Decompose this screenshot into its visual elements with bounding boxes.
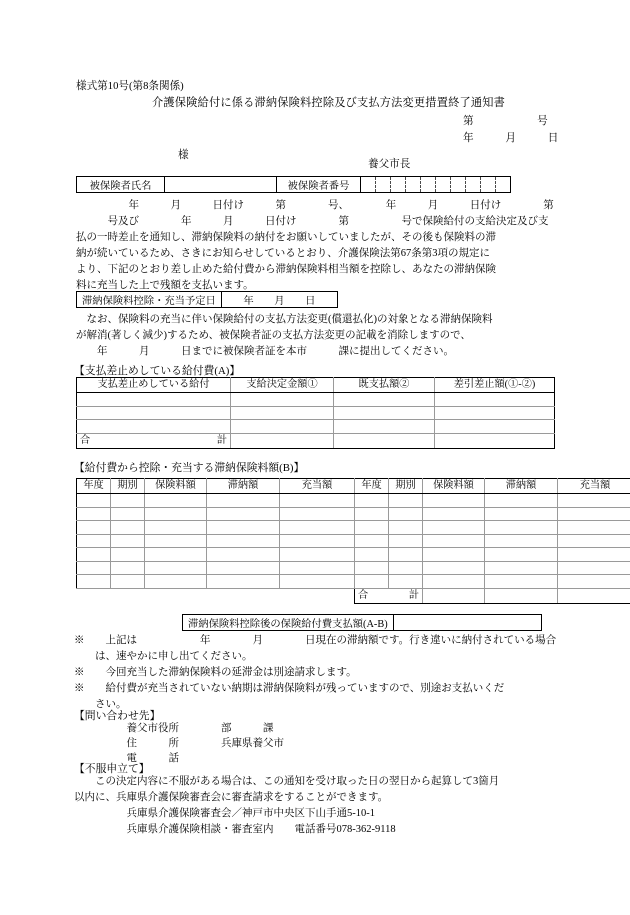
total-label-right: 計 — [216, 435, 227, 446]
table-b-cell[interactable] — [355, 575, 389, 589]
table-a-cell[interactable] — [435, 406, 555, 420]
table-b-cell[interactable] — [389, 561, 423, 575]
table-b-cell[interactable] — [423, 548, 485, 562]
body-paragraph-line: 料に充当した上で残額を支払います。 — [76, 280, 254, 291]
table-b-cell[interactable] — [355, 561, 389, 575]
table-b-cell[interactable] — [280, 507, 355, 521]
contact-heading: 【問い合わせ先】 — [74, 710, 161, 722]
table-b-cell[interactable] — [355, 494, 389, 508]
addressee-suffix: 様 — [178, 150, 189, 161]
table-row — [77, 561, 630, 575]
insured-number-digit[interactable] — [496, 177, 510, 192]
table-a-cell[interactable] — [435, 420, 555, 434]
table-a-total-cell[interactable] — [231, 433, 334, 448]
table-b-cell[interactable] — [485, 575, 558, 589]
body-paragraph-line: 年 月 日までに被保険者証を本市 課に提出してください。 — [76, 346, 454, 357]
table-b-cell[interactable] — [111, 521, 145, 535]
insured-number-digit[interactable] — [436, 177, 451, 192]
document-number-line: 第 号 — [463, 116, 548, 127]
total-label-left: 合 — [358, 590, 369, 601]
table-b-cell[interactable] — [355, 521, 389, 535]
issuer-name: 養父市長 — [368, 159, 411, 170]
table-b-col-header: 年度 — [77, 479, 111, 494]
table-b-cell[interactable] — [77, 494, 111, 508]
insured-number-digit[interactable] — [451, 177, 466, 192]
table-b-cell[interactable] — [558, 548, 630, 562]
table-a-total-cell-highlight[interactable] — [435, 433, 555, 448]
net-payment-value[interactable] — [394, 614, 542, 631]
table-b-cell[interactable] — [423, 507, 485, 521]
table-b-cell[interactable] — [423, 534, 485, 548]
table-row — [77, 494, 630, 508]
table-row — [77, 534, 630, 548]
table-b-cell[interactable] — [558, 561, 630, 575]
table-a-cell[interactable] — [77, 393, 231, 407]
scheduled-date-value[interactable]: 年 月 日 — [243, 296, 316, 307]
table-b-cell[interactable] — [280, 494, 355, 508]
table-b-cell[interactable] — [207, 507, 280, 521]
table-a-col-header: 差引差止額(①-②) — [435, 378, 555, 393]
table-b-total-spacer — [145, 588, 207, 603]
table-b-total-label — [355, 588, 423, 603]
table-a-cell[interactable] — [77, 406, 231, 420]
table-b-cell[interactable] — [111, 507, 145, 521]
scheduled-date-label: 滞納保険料控除・充当予定日 — [77, 292, 222, 307]
table-b-cell[interactable] — [423, 494, 485, 508]
note-line: ※ 上記は 年 月 日現在の滞納額です。行き違いに納付されている場合 — [74, 635, 557, 646]
table-b-cell[interactable] — [111, 534, 145, 548]
table-b-col-header: 充当額 — [558, 479, 630, 494]
table-b-cell[interactable] — [389, 494, 423, 508]
table-a-total-cell[interactable] — [334, 433, 435, 448]
table-b-cell[interactable] — [389, 575, 423, 589]
table-b-header-row — [77, 479, 630, 494]
body-paragraph-line: より、下記のとおり差し止めた給付費から滞納保険料相当額を控除し、あなたの滞納保険 — [76, 264, 496, 275]
body-paragraph-line: 年 月 日付け 第 号、 年 月 日付け 第 — [76, 200, 554, 211]
appeal-heading: 【不服申立て】 — [74, 763, 150, 775]
table-b-cell[interactable] — [558, 507, 630, 521]
table-b-cell[interactable] — [389, 548, 423, 562]
table-row — [77, 548, 630, 562]
insured-person-table — [76, 176, 511, 193]
table-b-cell[interactable] — [355, 507, 389, 521]
table-b-cell[interactable] — [355, 548, 389, 562]
table-a-total-row — [77, 433, 555, 448]
table-b-total-cell[interactable] — [423, 588, 485, 603]
net-payment-label: 滞納保険料控除後の保険給付費支払額(A-B) — [182, 614, 394, 631]
insured-number-digit[interactable] — [481, 177, 496, 192]
table-b-cell[interactable] — [389, 507, 423, 521]
table-b-cell[interactable] — [280, 548, 355, 562]
insured-number-digit[interactable] — [361, 177, 376, 192]
table-a-col-header: 支給決定金額① — [231, 378, 334, 393]
table-a-cell[interactable] — [231, 406, 334, 420]
table-b-cell[interactable] — [207, 534, 280, 548]
table-b-cell[interactable] — [558, 534, 630, 548]
table-b-total-spacer — [111, 588, 145, 603]
insured-name-label: 被保険者氏名 — [77, 177, 165, 192]
table-b-cell[interactable] — [558, 521, 630, 535]
table-b-col-header: 保険料額 — [145, 479, 207, 494]
table-row — [77, 393, 555, 407]
table-b-cell[interactable] — [485, 494, 558, 508]
table-b-cell[interactable] — [145, 507, 207, 521]
table-b-total-spacer — [280, 588, 355, 603]
table-b-heading: 【給付費から控除・充当する滞納保険料額(B)】 — [74, 462, 305, 474]
table-b-col-header: 滞納額 — [207, 479, 280, 494]
table-b-cell[interactable] — [77, 575, 111, 589]
table-b-cell[interactable] — [77, 521, 111, 535]
body-paragraph-line: 号及び 年 月 日付け 第 号で保険給付の支給決定及び支 — [76, 216, 549, 227]
note-line: は、速やかに申し出てください。 — [74, 651, 253, 662]
table-b-cell[interactable] — [280, 521, 355, 535]
table-b-cell[interactable] — [485, 548, 558, 562]
table-a-cell[interactable] — [334, 420, 435, 434]
table-row — [77, 406, 555, 420]
table-b-cell[interactable] — [77, 548, 111, 562]
note-line: さい。 — [74, 699, 127, 710]
table-a-total-label — [77, 433, 231, 448]
insured-number-cells — [361, 177, 510, 192]
table-a-header-row — [77, 378, 555, 393]
table-b-cell[interactable] — [485, 534, 558, 548]
table-b-cell[interactable] — [145, 494, 207, 508]
body-paragraph-line: が解消(著しく減少)するため、被保険者証の支払方法変更の記載を消除しますので、 — [76, 330, 471, 341]
table-b-cell[interactable] — [280, 534, 355, 548]
table-b-cell[interactable] — [145, 575, 207, 589]
table-a-cell[interactable] — [334, 406, 435, 420]
total-label-right: 計 — [408, 590, 419, 601]
deducted-premium-table — [76, 478, 630, 604]
appeal-line: 兵庫県介護保険相談・審査室内 電話番号078-362-9118 — [74, 824, 396, 835]
table-b-total-spacer — [77, 588, 111, 603]
table-b-total-cell-highlight[interactable] — [558, 588, 630, 603]
table-b-cell[interactable] — [77, 534, 111, 548]
table-b-cell[interactable] — [423, 561, 485, 575]
table-a-cell[interactable] — [231, 393, 334, 407]
table-b-cell[interactable] — [558, 575, 630, 589]
contact-office: 養父市役所 部 課 — [74, 723, 274, 734]
table-b-cell[interactable] — [389, 534, 423, 548]
form-number: 様式第10号(第8条関係) — [76, 81, 184, 92]
table-a-col-header: 支払差止めしている給付 — [77, 378, 231, 393]
table-b-col-header: 充当額 — [280, 479, 355, 494]
table-b-cell[interactable] — [207, 548, 280, 562]
suspended-benefits-table — [76, 377, 555, 449]
insured-number-digit[interactable] — [391, 177, 406, 192]
table-b-cell[interactable] — [77, 507, 111, 521]
table-b-col-header: 年度 — [355, 479, 389, 494]
insured-number-digit[interactable] — [466, 177, 481, 192]
table-b-cell[interactable] — [485, 507, 558, 521]
body-paragraph-line: 納が続いているため、さきにお知らせしているとおり、介護保険法第67条第3項の規定に — [76, 248, 491, 259]
table-b-cell[interactable] — [558, 494, 630, 508]
table-row — [77, 507, 630, 521]
table-b-cell[interactable] — [207, 561, 280, 575]
body-paragraph-line: なお、保険料の充当に伴い保険給付の支払方法変更(償還払化)の対象となる滞納保険料 — [76, 314, 493, 325]
table-b-cell[interactable] — [207, 575, 280, 589]
table-b-cell[interactable] — [111, 575, 145, 589]
table-row — [77, 575, 630, 589]
table-b-cell[interactable] — [280, 575, 355, 589]
table-a-cell[interactable] — [435, 393, 555, 407]
appeal-line: 以内に、兵庫県介護保険審査会に審査請求をすることができます。 — [74, 792, 389, 803]
table-a-cell[interactable] — [334, 393, 435, 407]
table-a-heading: 【支払差止めしている給付費(A)】 — [74, 365, 241, 377]
table-b-col-header: 保険料額 — [423, 479, 485, 494]
contact-address: 住 所 兵庫県養父市 — [74, 738, 284, 749]
table-row — [77, 420, 555, 434]
table-b-cell[interactable] — [111, 561, 145, 575]
document-title: 介護保険給付に係る滞納保険料控除及び支払方法変更措置終了通知書 — [152, 97, 506, 109]
insured-number-digit[interactable] — [421, 177, 436, 192]
total-label-left: 合 — [80, 435, 91, 446]
table-b-cell[interactable] — [423, 521, 485, 535]
table-b-cell[interactable] — [111, 494, 145, 508]
body-paragraph-line: 払の一時差止を通知し、滞納保険料の納付をお願いしていましたが、その後も保険料の滞 — [76, 232, 496, 243]
table-b-cell[interactable] — [145, 521, 207, 535]
table-b-cell[interactable] — [77, 561, 111, 575]
table-b-cell[interactable] — [389, 521, 423, 535]
appeal-line: この決定内容に不服がある場合は、この通知を受け取った日の翌日から起算して3箇月 — [74, 776, 500, 787]
insured-number-label: 被保険者番号 — [277, 177, 361, 192]
table-b-cell[interactable] — [485, 521, 558, 535]
note-line: ※ 給付費が充当されていない納期は滞納保険料が残っていますので、別途お支払いくだ — [74, 683, 505, 694]
table-b-cell[interactable] — [355, 534, 389, 548]
table-b-col-header: 期別 — [389, 479, 423, 494]
table-b-cell[interactable] — [207, 521, 280, 535]
scheduled-date-row — [76, 291, 338, 308]
table-a-cell[interactable] — [77, 420, 231, 434]
insured-number-digit[interactable] — [376, 177, 391, 192]
table-a-cell[interactable] — [231, 420, 334, 434]
table-row — [77, 521, 630, 535]
net-payment-row — [182, 614, 542, 631]
table-b-cell[interactable] — [111, 548, 145, 562]
table-b-cell[interactable] — [207, 494, 280, 508]
table-b-total-spacer — [207, 588, 280, 603]
table-b-cell[interactable] — [145, 548, 207, 562]
table-b-cell[interactable] — [145, 534, 207, 548]
contact-phone: 電 話 — [74, 753, 179, 764]
table-b-col-header: 滞納額 — [485, 479, 558, 494]
table-b-cell[interactable] — [280, 561, 355, 575]
table-a-col-header: 既支払額② — [334, 378, 435, 393]
insured-name-value[interactable] — [165, 177, 277, 192]
note-line: ※ 今回充当した滞納保険料の延滞金は別途請求します。 — [74, 667, 357, 678]
table-b-total-cell[interactable] — [485, 588, 558, 603]
document-date-line: 年 月 日 — [463, 133, 559, 144]
insured-number-digit[interactable] — [406, 177, 421, 192]
table-b-col-header: 期別 — [111, 479, 145, 494]
appeal-line: 兵庫県介護保険審査会／神戸市中央区下山手通5-10-1 — [74, 808, 375, 819]
table-b-total-row — [77, 588, 630, 603]
table-b-cell[interactable] — [145, 561, 207, 575]
table-b-cell[interactable] — [485, 561, 558, 575]
table-b-cell[interactable] — [423, 575, 485, 589]
